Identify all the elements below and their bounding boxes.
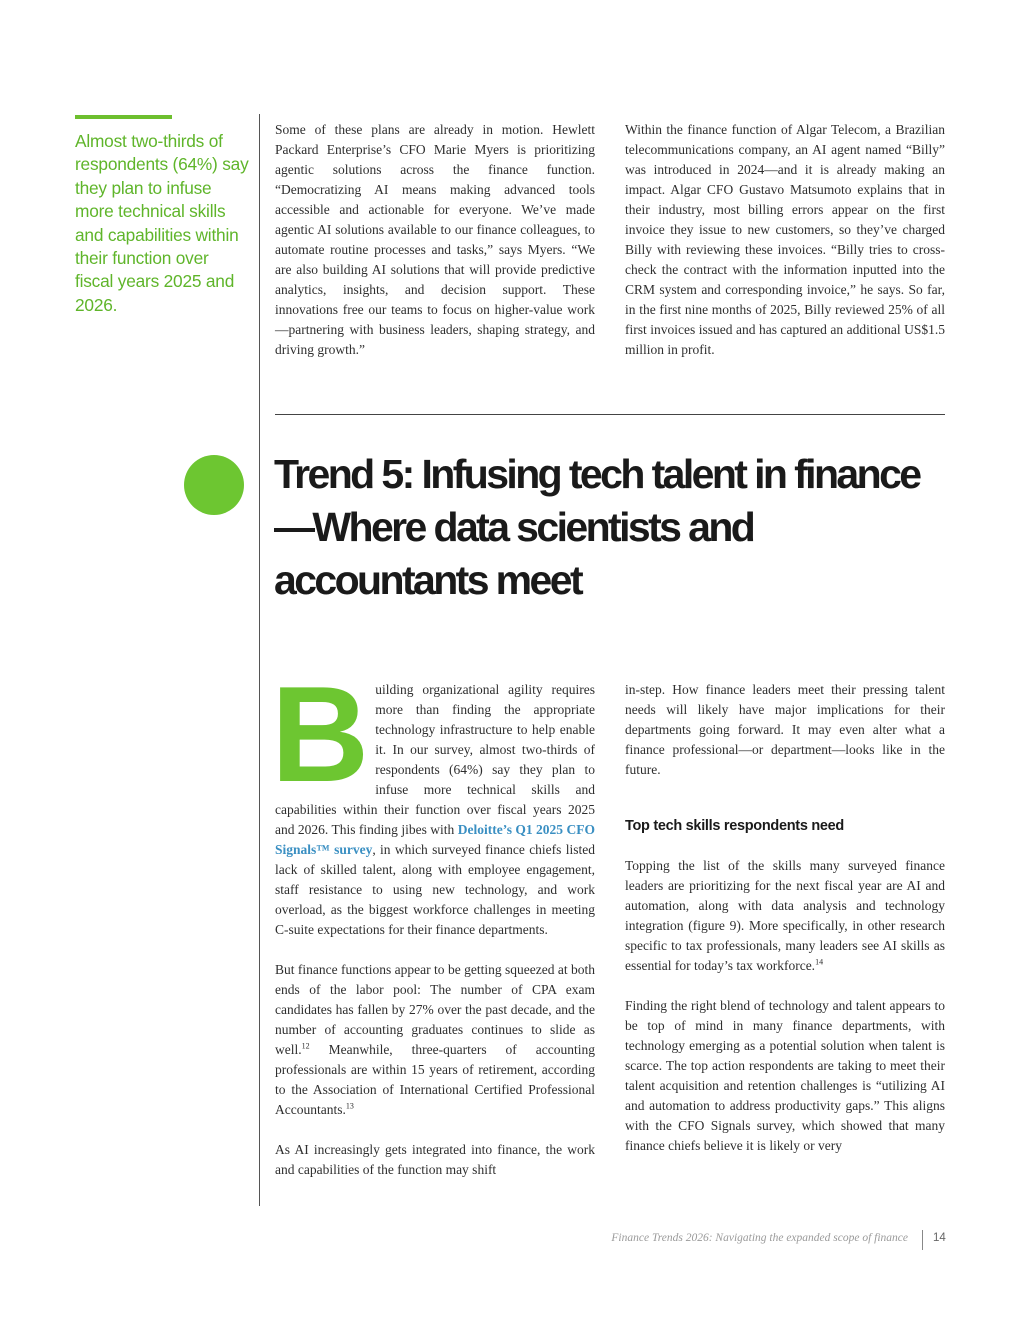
paragraph xyxy=(275,960,595,1120)
paragraph: Some of these plans are already in motion. Hewlett Packard Enterprise’s CFO Marie Myers is prioritizing agentic solutions across the finance function. “Democratizing AI means making advanced tools accessible and actionable for everyone. We’ve made agentic AI solutions available to our finance colleagues, to automate routine processes and tasks,” says Myers. “We are also building AI solutions that will provide predictive analytics, insights, and decision support. These innovations free our teams to focus on higher-value work—partnering with business leaders, shaping strategy, and driving growth.” xyxy=(275,122,595,357)
footnote-ref: 13 xyxy=(345,1101,354,1111)
cfo-signals-link[interactable]: Deloitte’s Q1 2025 CFO Signals™ survey xyxy=(275,822,595,857)
lead-text: uilding organizational agility requires more than finding the appropriate technology infrastructure to help enable it. In our survey, almost two-thirds of respondents (64%) say they plan to infuse more technical skills and capabilities within their function over fiscal years 2025 and 2026. This finding jibes with xyxy=(275,682,595,837)
footer-title: Finance Trends 2026: Navigating the expanded scope of finance xyxy=(611,1232,908,1244)
green-dot-marker xyxy=(184,455,244,515)
paragraph: As AI increasingly gets integrated into finance, the work and capabilities of the function may shift xyxy=(275,1142,595,1177)
section-rule xyxy=(275,414,945,415)
main-column-left xyxy=(271,658,595,1180)
paragraph: in-step. How finance leaders meet their pressing talent needs will likely have major implications for their departments going forward. It may even alter what a finance professional—or department—looks like in the future. xyxy=(625,682,945,777)
paragraph-text: Topping the list of the skills many surveyed finance leaders are prioritizing for the next fiscal year are AI and automation, along with data analysis and technology integration (figure 9). More specifically, in other research specific to tax professionals, many leaders see AI skills as essential for today’s tax workforce. xyxy=(625,858,945,973)
paragraph-text: Meanwhile, three-quarters of accounting professionals are within 15 years of retirement, according to the Association of International Certified Professional Accountants. xyxy=(275,1042,595,1117)
column-divider xyxy=(259,114,260,1206)
footnote-ref: 12 xyxy=(301,1041,310,1051)
pull-quote: Almost two-thirds of respondents (64%) say they plan to infuse more technical skills and capabilities within their function over fiscal years 2025 and 2026. xyxy=(75,131,249,315)
section-title: Trend 5: Infusing tech talent in finance—Where data scientists and accountants meet xyxy=(274,451,920,603)
paragraph-text: But finance functions appear to be getting squeezed at both ends of the labor pool: The number of CPA exam candidates has fallen by 27% over the past decade, and the number of accounting graduates continues to slide as well. xyxy=(275,962,595,1057)
paragraph: Within the finance function of Algar Telecom, a Brazilian telecommunications company, an AI agent named “Billy” was introduced in 2024—and it is already making an impact. Algar CFO Gustavo Matsumoto explains that in their industry, most billing errors appear on the first invoice they issue to new customers, so they’ve charged Billy with reviewing these invoices. “Billy tries to cross-check the contract with the information inputted into the CRM system and corresponding invoice,” he says. So far, in the first nine months of 2025, Billy reviewed 25% of all first invoices issued and has captured an additional US$1.5 million in profit. xyxy=(625,122,945,357)
lead-paragraph xyxy=(271,658,595,940)
paragraph: Finding the right blend of technology and talent appears to be top of mind in many finance departments, with technology emerging as a potential solution when talent is scarce. The top action respondents are taking to meet their talent acquisition and retention challenges is “utilizing AI and automation to address productivity gaps.” This aligns with the CFO Signals survey, which showed that many finance chiefs believe it is likely or very xyxy=(625,998,945,1153)
pull-quote-rule xyxy=(75,115,172,119)
drop-cap: B xyxy=(271,658,366,810)
paragraph xyxy=(625,856,945,976)
lead-text-end: , in which surveyed finance chiefs listed lack of skilled talent, along with employee engagement, staff resistance to using new technology, and work overload, as the biggest workforce challenges in meeting C-suite expectations for their finance departments. xyxy=(275,842,595,937)
top-column-left xyxy=(275,120,595,360)
subheading: Top tech skills respondents need xyxy=(625,818,844,834)
footer-divider xyxy=(922,1230,923,1250)
main-column-right xyxy=(625,680,945,1156)
page-number: 14 xyxy=(933,1232,946,1244)
footnote-ref: 14 xyxy=(815,957,824,967)
top-column-right xyxy=(625,120,945,360)
